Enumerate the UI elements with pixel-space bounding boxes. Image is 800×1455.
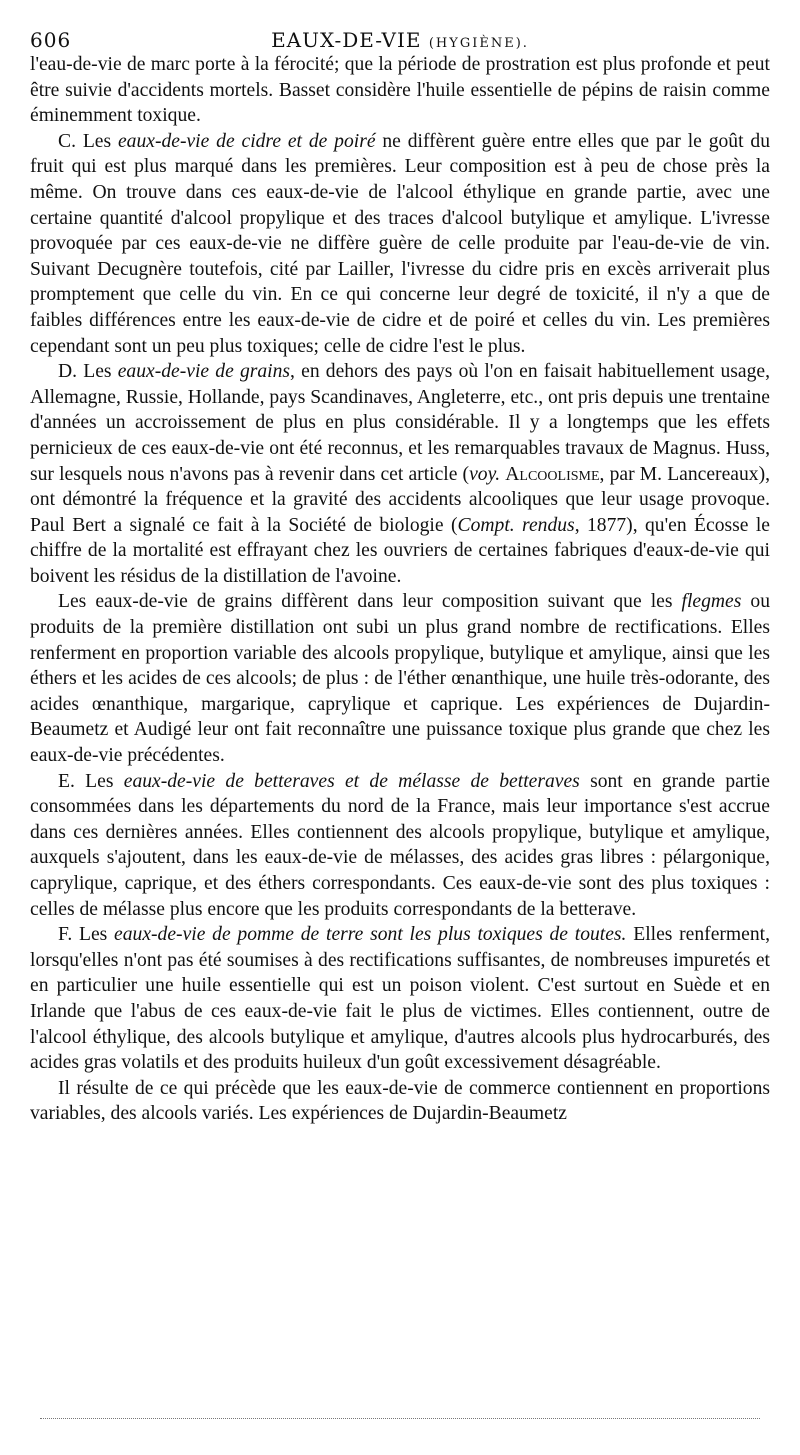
italic-run: flegmes	[681, 591, 742, 613]
running-title	[30, 28, 770, 52]
text-run: , par M. Lancereaux), ont démontré la fréquence et la gravité des accidents alcooliques que leur usage provoque. Paul Bert a signalé ce fait à la Société de biologie (	[30, 463, 770, 536]
running-head	[30, 20, 770, 52]
text-run: , en dehors des pays où l'on en faisait habituellement usage, Allemagne, Russie, Hollande, pays Scandinaves, Angleterre, etc., ont pris depuis une trentaine d'années un accroissement de plus en plus considérable. Il y a longtemps que les effets pernicieux de ces eaux-de-vie ont été reconnus, et les remarquables travaux de Magnus. Huss, sur lesquels nous n'avons pas à revenir dans cet article (	[30, 361, 771, 485]
section-label: F.	[58, 924, 73, 946]
text-run: ou produits de la première distillation ont subi un plus grand nombre de rectifications. Elles renferment en proportion variable des alcools propylique, butylique et amylique, ainsi que les éthers et les acides de ces alcools; de plus : de l'éther œnanthique, une huile très-odorante, des acides œnanthique, margarique, caprylique et caprique. Les expériences de Dujardin-Beaumetz et Audigé leur ont fait reconnaître une puissance toxique plus grande que chez les eaux-de-vie précédentes.	[30, 591, 771, 767]
paragraph-c-cidre-poire	[30, 129, 770, 359]
text-run: Les	[82, 130, 118, 152]
footer-rule	[40, 1418, 760, 1419]
text-run: sont en grande partie consommées dans les départements du nord de la France, mais leur importance s'est accrue dans ces dernières années. Elles contiennent des alcools propylique, butylique et amylique, auxquels s'ajoutent, dans les eaux-de-vie de mélasses, des acides gras libres : pélargonique, caprylique, caprique, et des éthers correspondants. Ces eaux-de-vie sont des plus toxiques : celles de mélasse plus encore que les produits correspondants de la betterave.	[30, 770, 770, 920]
text-run: Les	[85, 770, 124, 792]
running-title-main: EAUX-DE-VIE	[271, 28, 422, 52]
small-caps-run: Alcoolisme	[505, 463, 600, 485]
text-run: , 1877), qu'en Écosse le chiffre de la mortalité est effrayant chez les ouvriers de certaines fabriques d'eaux-de-vie qui boivent les résidus de la distillation de l'avoine.	[30, 514, 770, 587]
paragraph-conclusion	[30, 1076, 770, 1127]
running-title-sub: (HYGIÈNE).	[428, 36, 529, 51]
section-label: C.	[58, 130, 76, 152]
paragraph-continuation	[30, 52, 770, 129]
page	[30, 20, 770, 1127]
text-run: Les eaux-de-vie de grains diffèrent dans leur composition suivant que les	[58, 591, 682, 613]
text-run: Les	[79, 924, 115, 946]
text-run: ne diffèrent guère entre elles que par le goût du fruit qui est plus marqué dans les premières. Leur composition est à peu de chose près la même. On trouve dans ces eaux-de-vie de l'alcool éthylique en grande partie, avec une certaine quantité d'alcool propylique et des traces d'alcool butylique et amylique. L'ivresse provoquée par ces eaux-de-vie ne diffère guère de celle produite par l'eau-de-vie de vin. Suivant Decugnère toutefois, cité par Lailler, l'ivresse du cidre pris en excès arriverait plus promptement que celle du vin. En ce qui concerne leur degré de toxicité, il n'y a que de faibles différences entre les eaux-de-vie de cidre et de poiré et celles du vin. Les premières cependant sont un peu plus toxiques; celle de cidre l'est le plus.	[30, 130, 770, 357]
page-number: 606	[30, 28, 72, 52]
text-run: l'eau-de-vie de marc porte à la férocité; que la période de prostration est plus profonde et peut être suivie d'accidents mortels. Basset considère l'huile essentielle de pépins de raisin comme éminemment toxique.	[30, 54, 770, 127]
italic-run: eaux-de-vie de betteraves et de mélasse de betteraves	[123, 770, 580, 792]
section-label: D.	[58, 361, 78, 383]
paragraph-e-betteraves	[30, 769, 770, 923]
paragraph-f-pomme-de-terre	[30, 922, 770, 1076]
text-run: Les	[83, 361, 118, 383]
paragraph-d-grains	[30, 359, 770, 589]
paragraph-grains-composition	[30, 589, 770, 768]
italic-run: eaux-de-vie de pomme de terre sont les plus toxiques de toutes.	[114, 924, 627, 946]
italic-run: Compt. rendus	[457, 514, 575, 536]
italic-run: eaux-de-vie de grains	[117, 361, 291, 383]
italic-run: voy.	[469, 463, 501, 485]
section-label: E.	[58, 770, 75, 792]
text-run: Il résulte de ce qui précède que les eaux-de-vie de commerce contiennent en proportions variables, des alcools variés. Les expériences de Dujardin-Beaumetz	[30, 1077, 770, 1125]
italic-run: eaux-de-vie de cidre et de poiré	[117, 130, 376, 152]
body-text	[30, 52, 770, 1127]
text-run: Elles renferment, lorsqu'elles n'ont pas été soumises à des rectifications suffisantes, de nombreuses impuretés et en particulier une huile essentielle qui est un poison violent. C'est surtout en Suède et en Irlande que l'abus de ces eaux-de-vie fait le plus de victimes. Elles contiennent, outre de l'alcool éthylique, des alcools butylique et amylique, d'autres alcools plus hydrocarburés, des acides gras volatils et des produits huileux d'un goût excessivement désagréable.	[30, 924, 770, 1074]
